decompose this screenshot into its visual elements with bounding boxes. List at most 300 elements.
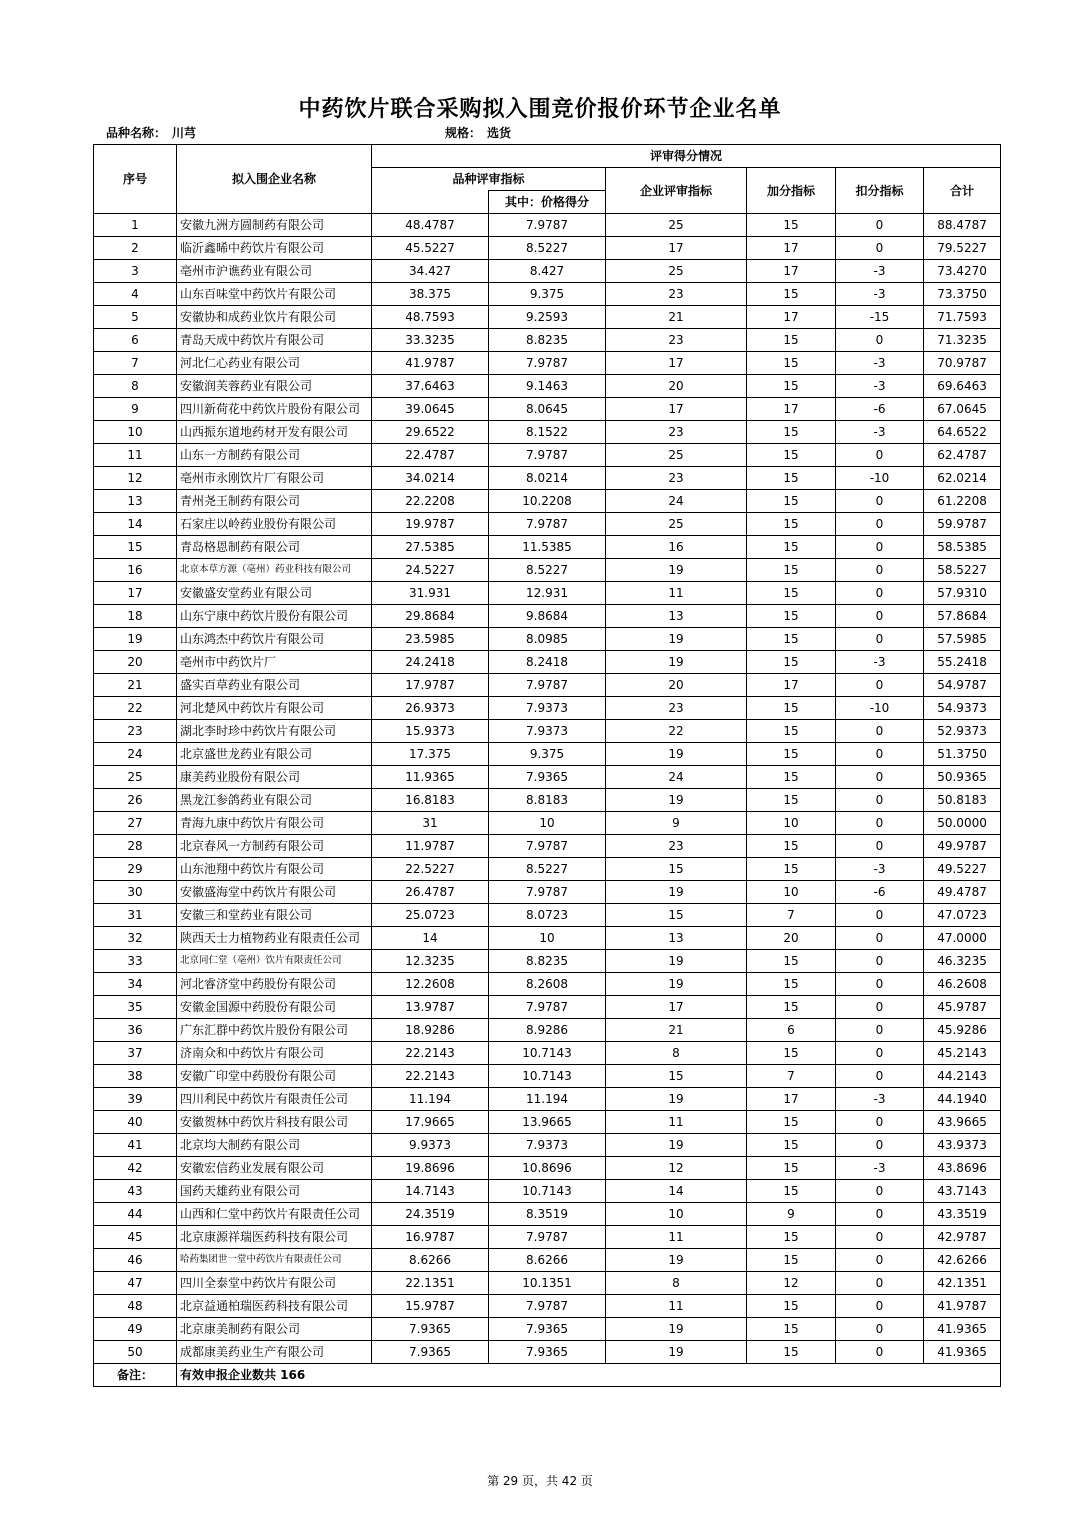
- company-cell: 北京康美制药有限公司: [177, 1318, 372, 1341]
- variety-index-cell: 22.2208: [372, 490, 489, 513]
- seq-cell: 36: [94, 1019, 177, 1042]
- company-cell: 山西振东道地药材开发有限公司: [177, 421, 372, 444]
- deduct-cell: 0: [836, 559, 924, 582]
- enterprise-index-cell: 19: [606, 1341, 747, 1364]
- seq-cell: 47: [94, 1272, 177, 1295]
- bonus-cell: 15: [747, 214, 836, 237]
- table-row: [94, 1088, 1001, 1111]
- table-body: [94, 214, 1001, 1387]
- price-score-cell: 7.9787: [489, 352, 606, 375]
- seq-cell: 20: [94, 651, 177, 674]
- variety-field: [106, 124, 196, 141]
- page-footer: 第 29 页，共 42 页: [487, 1474, 593, 1488]
- deduct-cell: 0: [836, 214, 924, 237]
- total-cell: 46.3235: [924, 950, 1001, 973]
- price-score-cell: 10.7143: [489, 1180, 606, 1203]
- table-row: [94, 1226, 1001, 1249]
- price-score-cell: 7.9373: [489, 720, 606, 743]
- deduct-cell: 0: [836, 1203, 924, 1226]
- enterprise-index-cell: 12: [606, 1157, 747, 1180]
- bonus-cell: 15: [747, 1341, 836, 1364]
- table-row: [94, 904, 1001, 927]
- deduct-cell: 0: [836, 973, 924, 996]
- total-cell: 43.9373: [924, 1134, 1001, 1157]
- header-variety-index: 品种评审指标: [372, 168, 606, 191]
- price-score-cell: 8.2608: [489, 973, 606, 996]
- seq-cell: 25: [94, 766, 177, 789]
- variety-index-cell: 45.5227: [372, 237, 489, 260]
- bonus-cell: 15: [747, 651, 836, 674]
- table-row: [94, 260, 1001, 283]
- total-cell: 57.9310: [924, 582, 1001, 605]
- company-cell: 北京春风一方制药有限公司: [177, 835, 372, 858]
- price-score-cell: 8.5227: [489, 858, 606, 881]
- deduct-cell: -3: [836, 283, 924, 306]
- enterprise-index-cell: 19: [606, 559, 747, 582]
- total-cell: 41.9365: [924, 1341, 1001, 1364]
- seq-cell: 37: [94, 1042, 177, 1065]
- total-cell: 49.9787: [924, 835, 1001, 858]
- deduct-cell: 0: [836, 1226, 924, 1249]
- price-score-cell: 10.7143: [489, 1042, 606, 1065]
- table-row: [94, 674, 1001, 697]
- seq-cell: 39: [94, 1088, 177, 1111]
- company-cell: 北京盛世龙药业有限公司: [177, 743, 372, 766]
- spec-field: [445, 124, 511, 141]
- table-row: [94, 352, 1001, 375]
- variety-index-cell: 16.8183: [372, 789, 489, 812]
- variety-index-cell: 22.4787: [372, 444, 489, 467]
- variety-index-cell: 8.6266: [372, 1249, 489, 1272]
- table-row: [94, 835, 1001, 858]
- bonus-cell: 15: [747, 858, 836, 881]
- company-cell: 陕西天士力植物药业有限责任公司: [177, 927, 372, 950]
- spec-label: 规格：: [445, 126, 482, 140]
- table-row: [94, 996, 1001, 1019]
- variety-index-cell: 24.3519: [372, 1203, 489, 1226]
- deduct-cell: 0: [836, 1318, 924, 1341]
- variety-index-cell: 15.9373: [372, 720, 489, 743]
- deduct-cell: 0: [836, 1180, 924, 1203]
- enterprise-index-cell: 19: [606, 1134, 747, 1157]
- bonus-cell: 15: [747, 628, 836, 651]
- seq-cell: 10: [94, 421, 177, 444]
- variety-index-cell: 26.4787: [372, 881, 489, 904]
- table-row: [94, 1180, 1001, 1203]
- bonus-cell: 15: [747, 352, 836, 375]
- company-cell: 河北楚风中药饮片有限公司: [177, 697, 372, 720]
- seq-cell: 33: [94, 950, 177, 973]
- enterprise-index-cell: 25: [606, 260, 747, 283]
- seq-cell: 8: [94, 375, 177, 398]
- price-score-cell: 8.0723: [489, 904, 606, 927]
- table-row: [94, 881, 1001, 904]
- enterprise-index-cell: 19: [606, 881, 747, 904]
- total-cell: 43.3519: [924, 1203, 1001, 1226]
- enterprise-index-cell: 21: [606, 1019, 747, 1042]
- enterprise-index-cell: 17: [606, 352, 747, 375]
- price-score-cell: 8.9286: [489, 1019, 606, 1042]
- bonus-cell: 15: [747, 444, 836, 467]
- total-cell: 57.5985: [924, 628, 1001, 651]
- price-score-cell: 8.8235: [489, 950, 606, 973]
- variety-index-cell: 17.9665: [372, 1111, 489, 1134]
- company-cell: 黑龙江参鸽药业有限公司: [177, 789, 372, 812]
- company-cell: 济南众和中药饮片有限公司: [177, 1042, 372, 1065]
- seq-cell: 19: [94, 628, 177, 651]
- bonus-cell: 15: [747, 743, 836, 766]
- seq-cell: 41: [94, 1134, 177, 1157]
- company-cell: 北京康源祥瑞医药科技有限公司: [177, 1226, 372, 1249]
- deduct-cell: 0: [836, 1134, 924, 1157]
- company-cell: 青岛天成中药饮片有限公司: [177, 329, 372, 352]
- total-cell: 54.9787: [924, 674, 1001, 697]
- table-row: [94, 582, 1001, 605]
- deduct-cell: -6: [836, 881, 924, 904]
- company-cell: 安徽协和成药业饮片有限公司: [177, 306, 372, 329]
- price-score-cell: 7.9787: [489, 674, 606, 697]
- seq-cell: 2: [94, 237, 177, 260]
- header-score-group: 评审得分情况: [372, 145, 1001, 168]
- variety-index-cell: 11.9787: [372, 835, 489, 858]
- seq-cell: 32: [94, 927, 177, 950]
- table-row: [94, 789, 1001, 812]
- table-row: [94, 559, 1001, 582]
- company-cell: 北京同仁堂（亳州）饮片有限责任公司: [177, 950, 372, 973]
- variety-index-cell: 14.7143: [372, 1180, 489, 1203]
- deduct-cell: 0: [836, 1019, 924, 1042]
- total-cell: 42.1351: [924, 1272, 1001, 1295]
- table-row: [94, 858, 1001, 881]
- variety-index-cell: 48.7593: [372, 306, 489, 329]
- variety-index-cell: 13.9787: [372, 996, 489, 1019]
- bonus-cell: 10: [747, 812, 836, 835]
- bonus-cell: 9: [747, 1203, 836, 1226]
- enterprise-index-cell: 23: [606, 283, 747, 306]
- table-row: [94, 444, 1001, 467]
- deduct-cell: 0: [836, 674, 924, 697]
- company-cell: 青州尧王制药有限公司: [177, 490, 372, 513]
- company-cell: 安徽盛海堂中药饮片有限公司: [177, 881, 372, 904]
- bonus-cell: 15: [747, 766, 836, 789]
- seq-cell: 38: [94, 1065, 177, 1088]
- enterprise-index-cell: 15: [606, 1065, 747, 1088]
- total-cell: 58.5385: [924, 536, 1001, 559]
- bonus-cell: 15: [747, 697, 836, 720]
- table-row: [94, 513, 1001, 536]
- price-score-cell: 8.427: [489, 260, 606, 283]
- total-cell: 45.9787: [924, 996, 1001, 1019]
- total-cell: 62.0214: [924, 467, 1001, 490]
- seq-cell: 21: [94, 674, 177, 697]
- bonus-cell: 15: [747, 559, 836, 582]
- header-enterprise-index: 企业评审指标: [606, 168, 747, 214]
- total-cell: 64.6522: [924, 421, 1001, 444]
- table-row: [94, 536, 1001, 559]
- bonus-cell: 6: [747, 1019, 836, 1042]
- enterprise-index-cell: 15: [606, 858, 747, 881]
- seq-cell: 29: [94, 858, 177, 881]
- price-score-cell: 7.9787: [489, 444, 606, 467]
- seq-cell: 4: [94, 283, 177, 306]
- price-score-cell: 7.9787: [489, 835, 606, 858]
- enterprise-index-cell: 23: [606, 697, 747, 720]
- bonus-cell: 15: [747, 1180, 836, 1203]
- price-score-cell: 9.1463: [489, 375, 606, 398]
- price-score-cell: 10: [489, 812, 606, 835]
- bonus-cell: 15: [747, 1157, 836, 1180]
- total-cell: 44.2143: [924, 1065, 1001, 1088]
- total-cell: 58.5227: [924, 559, 1001, 582]
- price-score-cell: 7.9365: [489, 1318, 606, 1341]
- seq-cell: 16: [94, 559, 177, 582]
- price-score-cell: 7.9787: [489, 214, 606, 237]
- company-cell: 亳州市永刚饮片厂有限公司: [177, 467, 372, 490]
- total-cell: 44.1940: [924, 1088, 1001, 1111]
- seq-cell: 34: [94, 973, 177, 996]
- enterprise-index-cell: 19: [606, 1318, 747, 1341]
- deduct-cell: 0: [836, 1249, 924, 1272]
- deduct-cell: 0: [836, 237, 924, 260]
- bonus-cell: 15: [747, 513, 836, 536]
- company-cell: 康美药业股份有限公司: [177, 766, 372, 789]
- total-cell: 43.7143: [924, 1180, 1001, 1203]
- total-cell: 49.5227: [924, 858, 1001, 881]
- note-label: 备注：: [94, 1364, 177, 1387]
- seq-cell: 46: [94, 1249, 177, 1272]
- variety-label: 品种名称：: [106, 126, 167, 140]
- deduct-cell: 0: [836, 1295, 924, 1318]
- table-row: [94, 490, 1001, 513]
- company-cell: 国药天雄药业有限公司: [177, 1180, 372, 1203]
- bonus-cell: 15: [747, 1318, 836, 1341]
- seq-cell: 14: [94, 513, 177, 536]
- total-cell: 50.9365: [924, 766, 1001, 789]
- table-row: [94, 1272, 1001, 1295]
- price-score-cell: 8.3519: [489, 1203, 606, 1226]
- table-row: [94, 1157, 1001, 1180]
- price-score-cell: 8.1522: [489, 421, 606, 444]
- bonus-cell: 17: [747, 306, 836, 329]
- enterprise-index-cell: 19: [606, 743, 747, 766]
- table-row: [94, 467, 1001, 490]
- price-score-cell: 9.8684: [489, 605, 606, 628]
- enterprise-table: [93, 144, 1001, 1387]
- total-cell: 41.9787: [924, 1295, 1001, 1318]
- price-score-cell: 11.194: [489, 1088, 606, 1111]
- price-score-cell: 7.9787: [489, 996, 606, 1019]
- company-cell: 成都康美药业生产有限公司: [177, 1341, 372, 1364]
- variety-index-cell: 39.0645: [372, 398, 489, 421]
- enterprise-index-cell: 11: [606, 582, 747, 605]
- variety-index-cell: 7.9365: [372, 1318, 489, 1341]
- total-cell: 61.2208: [924, 490, 1001, 513]
- price-score-cell: 9.375: [489, 283, 606, 306]
- enterprise-index-cell: 15: [606, 904, 747, 927]
- total-cell: 73.3750: [924, 283, 1001, 306]
- variety-index-cell: 17.9787: [372, 674, 489, 697]
- company-cell: 湖北李时珍中药饮片有限公司: [177, 720, 372, 743]
- price-score-cell: 12.931: [489, 582, 606, 605]
- deduct-cell: 0: [836, 1272, 924, 1295]
- seq-cell: 12: [94, 467, 177, 490]
- deduct-cell: -3: [836, 421, 924, 444]
- bonus-cell: 15: [747, 996, 836, 1019]
- table-row: [94, 628, 1001, 651]
- price-score-cell: 10: [489, 927, 606, 950]
- enterprise-index-cell: 13: [606, 605, 747, 628]
- deduct-cell: 0: [836, 812, 924, 835]
- header-bonus: 加分指标: [747, 168, 836, 214]
- deduct-cell: -3: [836, 1088, 924, 1111]
- total-cell: 47.0723: [924, 904, 1001, 927]
- variety-index-cell: 38.375: [372, 283, 489, 306]
- bonus-cell: 17: [747, 260, 836, 283]
- table-row: [94, 766, 1001, 789]
- deduct-cell: -3: [836, 375, 924, 398]
- bonus-cell: 15: [747, 720, 836, 743]
- enterprise-index-cell: 14: [606, 1180, 747, 1203]
- variety-index-cell: 11.9365: [372, 766, 489, 789]
- variety-index-cell: 16.9787: [372, 1226, 489, 1249]
- variety-index-cell: 19.9787: [372, 513, 489, 536]
- enterprise-index-cell: 23: [606, 421, 747, 444]
- seq-cell: 24: [94, 743, 177, 766]
- company-cell: 安徽三和堂药业有限公司: [177, 904, 372, 927]
- company-cell: 北京均大制药有限公司: [177, 1134, 372, 1157]
- variety-index-cell: 23.5985: [372, 628, 489, 651]
- company-cell: 山东鸿杰中药饮片有限公司: [177, 628, 372, 651]
- seq-cell: 48: [94, 1295, 177, 1318]
- total-cell: 42.6266: [924, 1249, 1001, 1272]
- enterprise-index-cell: 23: [606, 329, 747, 352]
- variety-index-cell: 22.5227: [372, 858, 489, 881]
- deduct-cell: 0: [836, 444, 924, 467]
- variety-index-cell: 7.9365: [372, 1341, 489, 1364]
- enterprise-index-cell: 19: [606, 789, 747, 812]
- company-cell: 青岛格恩制药有限公司: [177, 536, 372, 559]
- deduct-cell: 0: [836, 927, 924, 950]
- spec-value: 选货: [487, 126, 512, 140]
- deduct-cell: 0: [836, 996, 924, 1019]
- company-cell: 盛实百草药业有限公司: [177, 674, 372, 697]
- bonus-cell: 15: [747, 1134, 836, 1157]
- deduct-cell: 0: [836, 789, 924, 812]
- price-score-cell: 8.0214: [489, 467, 606, 490]
- table-row: [94, 1203, 1001, 1226]
- price-score-cell: 8.0985: [489, 628, 606, 651]
- table-row: [94, 1042, 1001, 1065]
- table-row: [94, 1318, 1001, 1341]
- variety-index-cell: 31.931: [372, 582, 489, 605]
- total-cell: 50.8183: [924, 789, 1001, 812]
- enterprise-index-cell: 24: [606, 766, 747, 789]
- company-cell: 安徽九洲方圆制药有限公司: [177, 214, 372, 237]
- seq-cell: 27: [94, 812, 177, 835]
- deduct-cell: -10: [836, 467, 924, 490]
- price-score-cell: 7.9365: [489, 766, 606, 789]
- total-cell: 73.4270: [924, 260, 1001, 283]
- variety-index-cell: 41.9787: [372, 352, 489, 375]
- company-cell: 哈药集团世一堂中药饮片有限责任公司: [177, 1249, 372, 1272]
- enterprise-index-cell: 11: [606, 1295, 747, 1318]
- note-row: [94, 1364, 1001, 1387]
- company-cell: 山东百味堂中药饮片有限公司: [177, 283, 372, 306]
- total-cell: 43.9665: [924, 1111, 1001, 1134]
- seq-cell: 49: [94, 1318, 177, 1341]
- seq-cell: 18: [94, 605, 177, 628]
- total-cell: 59.9787: [924, 513, 1001, 536]
- bonus-cell: 15: [747, 789, 836, 812]
- bonus-cell: 15: [747, 490, 836, 513]
- bonus-cell: 7: [747, 1065, 836, 1088]
- total-cell: 45.9286: [924, 1019, 1001, 1042]
- company-cell: 山西和仁堂中药饮片有限责任公司: [177, 1203, 372, 1226]
- total-cell: 50.0000: [924, 812, 1001, 835]
- enterprise-index-cell: 21: [606, 306, 747, 329]
- seq-cell: 50: [94, 1341, 177, 1364]
- variety-index-cell: 34.0214: [372, 467, 489, 490]
- enterprise-index-cell: 19: [606, 651, 747, 674]
- price-score-cell: 8.5227: [489, 237, 606, 260]
- deduct-cell: 0: [836, 1042, 924, 1065]
- bonus-cell: 15: [747, 1295, 836, 1318]
- total-cell: 54.9373: [924, 697, 1001, 720]
- variety-index-cell: 9.9373: [372, 1134, 489, 1157]
- company-cell: 安徽广印堂中药股份有限公司: [177, 1065, 372, 1088]
- seq-cell: 13: [94, 490, 177, 513]
- seq-cell: 17: [94, 582, 177, 605]
- variety-index-cell: 19.8696: [372, 1157, 489, 1180]
- bonus-cell: 15: [747, 1249, 836, 1272]
- deduct-cell: 0: [836, 329, 924, 352]
- total-cell: 70.9787: [924, 352, 1001, 375]
- table-row: [94, 1295, 1001, 1318]
- enterprise-index-cell: 9: [606, 812, 747, 835]
- enterprise-index-cell: 8: [606, 1042, 747, 1065]
- price-score-cell: 7.9373: [489, 1134, 606, 1157]
- deduct-cell: -10: [836, 697, 924, 720]
- bonus-cell: 17: [747, 1088, 836, 1111]
- table-row: [94, 651, 1001, 674]
- table-row: [94, 697, 1001, 720]
- table-row: [94, 720, 1001, 743]
- total-cell: 46.2608: [924, 973, 1001, 996]
- bonus-cell: 17: [747, 674, 836, 697]
- header-company: 拟入围企业名称: [177, 145, 372, 214]
- variety-index-cell: 12.3235: [372, 950, 489, 973]
- seq-cell: 42: [94, 1157, 177, 1180]
- price-score-cell: 7.9787: [489, 881, 606, 904]
- bonus-cell: 15: [747, 950, 836, 973]
- enterprise-index-cell: 25: [606, 214, 747, 237]
- total-cell: 62.4787: [924, 444, 1001, 467]
- company-cell: 北京本草方源（亳州）药业科技有限公司: [177, 559, 372, 582]
- price-score-cell: 7.9787: [489, 513, 606, 536]
- table-row: [94, 927, 1001, 950]
- seq-cell: 5: [94, 306, 177, 329]
- company-cell: 北京益通柏瑞医药科技有限公司: [177, 1295, 372, 1318]
- variety-index-cell: 18.9286: [372, 1019, 489, 1042]
- company-cell: 四川利民中药饮片有限责任公司: [177, 1088, 372, 1111]
- company-cell: 亳州市沪谯药业有限公司: [177, 260, 372, 283]
- bonus-cell: 7: [747, 904, 836, 927]
- variety-index-cell: 15.9787: [372, 1295, 489, 1318]
- variety-index-cell: 33.3235: [372, 329, 489, 352]
- bonus-cell: 15: [747, 582, 836, 605]
- deduct-cell: 0: [836, 536, 924, 559]
- price-score-cell: 11.5385: [489, 536, 606, 559]
